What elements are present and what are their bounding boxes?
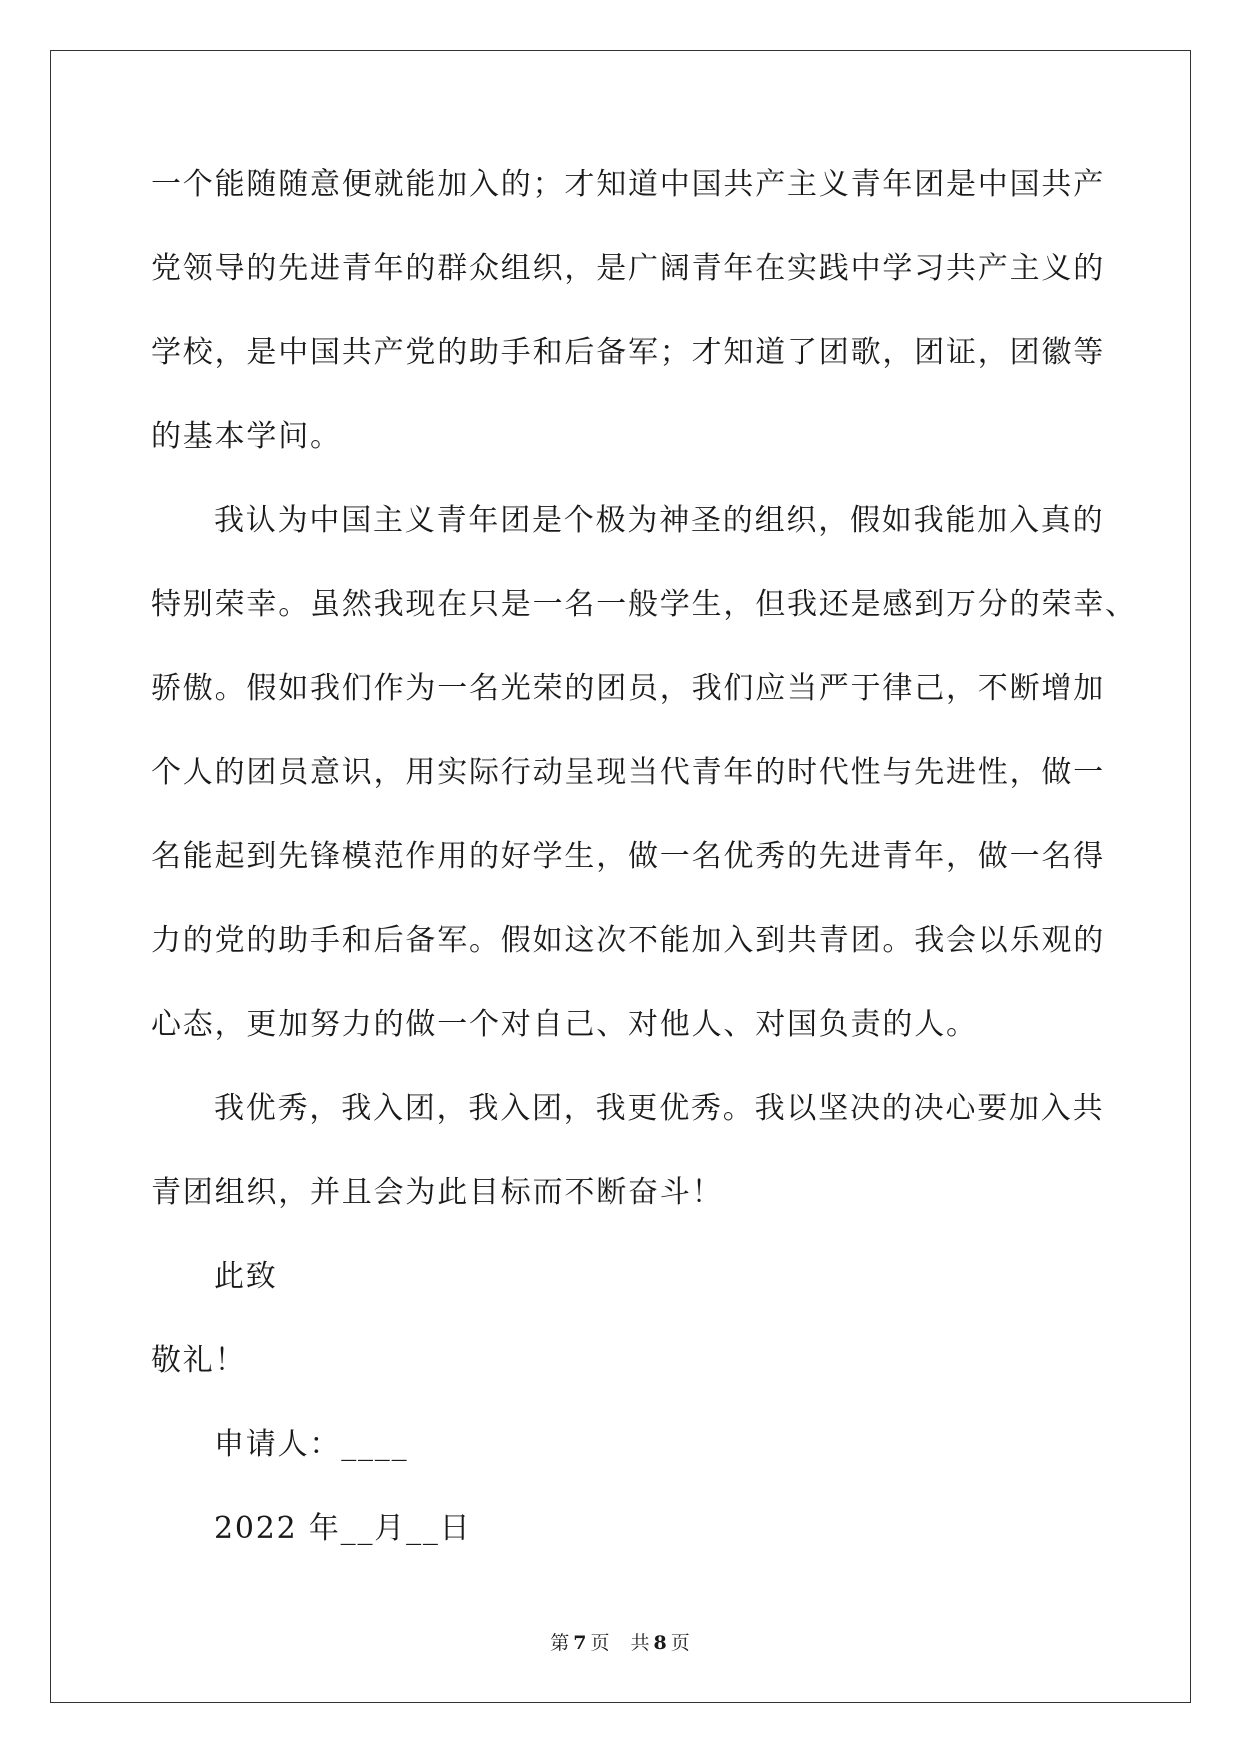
total-prefix: 共 [630, 1632, 651, 1654]
total-page-number: 8 [653, 1632, 668, 1654]
text-line-5: 我认为中国主义青年团是个极为神圣的组织，假如我能加入真的 [214, 503, 1105, 538]
closing-regards: 敬礼！ [151, 1343, 247, 1378]
text-line-11: 心态，更加努力的做一个对自己、对他人、对国负责的人。 [151, 1007, 978, 1042]
text-line-3: 学校，是中国共产党的助手和后备军；才知道了团歌，团证，团徽等 [151, 335, 1105, 370]
page-footer [0, 1628, 1241, 1655]
applicant-signature-line: 申请人：____ [214, 1427, 409, 1462]
text-line-2: 党领导的先进青年的群众组织，是广阔青年在实践中学习共产主义的 [151, 251, 1105, 286]
current-page-number: 7 [573, 1632, 588, 1654]
closing-salutation: 此致 [214, 1259, 278, 1294]
text-line-13: 青团组织，并且会为此目标而不断奋斗！ [151, 1175, 724, 1210]
page-prefix: 第 [550, 1632, 571, 1654]
date-line: 2022 年__月__日 [214, 1511, 472, 1546]
text-line-1: 一个能随随意便就能加入的；才知道中国共产主义青年团是中国共产 [151, 167, 1105, 202]
total-suffix: 页 [670, 1632, 691, 1654]
text-line-10: 力的党的助手和后备军。假如这次不能加入到共青团。我会以乐观的 [151, 923, 1105, 958]
document-body [151, 160, 1137, 1588]
text-line-9: 名能起到先锋模范作用的好学生，做一名优秀的先进青年，做一名得 [151, 839, 1105, 874]
text-line-4: 的基本学问。 [151, 419, 342, 454]
page-word: 页 [590, 1632, 611, 1654]
text-line-6: 特别荣幸。虽然我现在只是一名一般学生，但我还是感到万分的荣幸、 [151, 587, 1137, 622]
text-line-7: 骄傲。假如我们作为一名光荣的团员，我们应当严于律己，不断增加 [151, 671, 1105, 706]
text-line-12: 我优秀，我入团，我入团，我更优秀。我以坚决的决心要加入共 [214, 1091, 1105, 1126]
text-line-8: 个人的团员意识，用实际行动呈现当代青年的时代性与先进性，做一 [151, 755, 1105, 790]
